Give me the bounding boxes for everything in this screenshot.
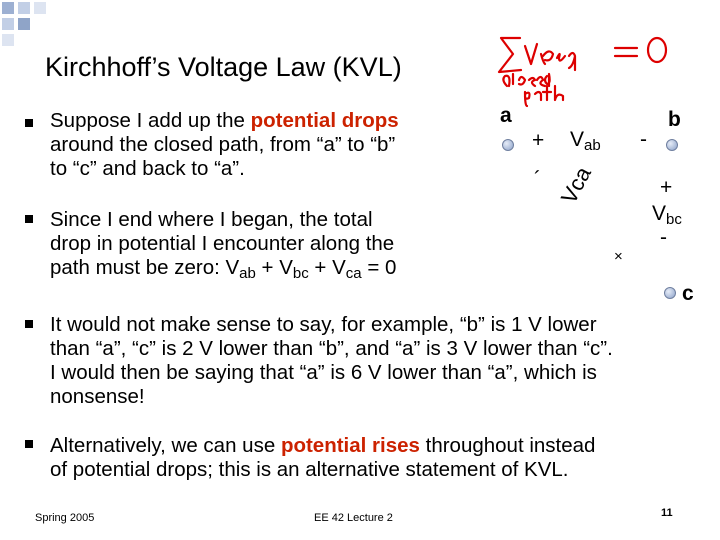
vca-label: Vca	[556, 162, 596, 208]
node-c-circle	[664, 287, 676, 299]
bullet-text-4: Alternatively, we can use potential rises throughout instead of potential drops; this is an alternative statement of KVL.	[50, 434, 596, 481]
bullet-text-3: It would not make sense to say, for example, “b” is 1 V lower than “a”, “c” is 2 V lower than “b”, and “a” is 3 V lower than “c”. I would then be saying that “a” is 6 V lower than “a”, which is nonsense!	[50, 313, 613, 408]
footer-date: Spring 2005	[35, 512, 95, 524]
vab-minus-sign: -	[640, 128, 647, 151]
node-b-label: b	[668, 108, 681, 131]
bullet-marker	[25, 320, 33, 328]
node-b-circle	[666, 139, 678, 151]
bullet-marker	[25, 119, 33, 127]
footer-lecture: EE 42 Lecture 2	[314, 512, 393, 524]
vbc-label: $V_{bc}$	[652, 202, 682, 228]
node-a-circle	[502, 139, 514, 151]
highlight-potential-rises: potential rises	[280, 434, 420, 457]
page-number: 11	[661, 507, 673, 519]
bullet-text-1: Suppose I add up the potential drops around the closed path, from “a” to “b” to “c” and back to “a”.	[50, 109, 399, 180]
highlight-potential-drops: potential drops	[250, 109, 399, 132]
bullet-marker	[25, 440, 33, 448]
vca-plus-tick: ´	[534, 168, 541, 191]
bullet-text-2: Since I end where I began, the total drop in potential I encounter along the path must be zero: $V_{ab} + V_{bc} + V_{ca} = 0$	[50, 208, 396, 286]
node-a-label: a	[500, 104, 512, 127]
node-c-label: c	[682, 282, 694, 305]
corner-decoration	[0, 0, 80, 60]
bullet-marker	[25, 215, 33, 223]
slide-title: Kirchhoff’s Voltage Law (KVL)	[45, 52, 402, 82]
vab-label: $V_{ab}$	[570, 128, 601, 154]
kvl-equation: path must be zero: $V_{ab} + V_{bc} + V_{ca} = 0$	[50, 256, 397, 282]
vca-minus-mark: ×	[614, 248, 623, 265]
vab-plus-sign: +	[532, 129, 545, 152]
vbc-minus-sign: -	[660, 226, 667, 249]
vbc-plus-sign: +	[660, 176, 673, 199]
handwritten-kvl-annotation	[495, 28, 685, 108]
